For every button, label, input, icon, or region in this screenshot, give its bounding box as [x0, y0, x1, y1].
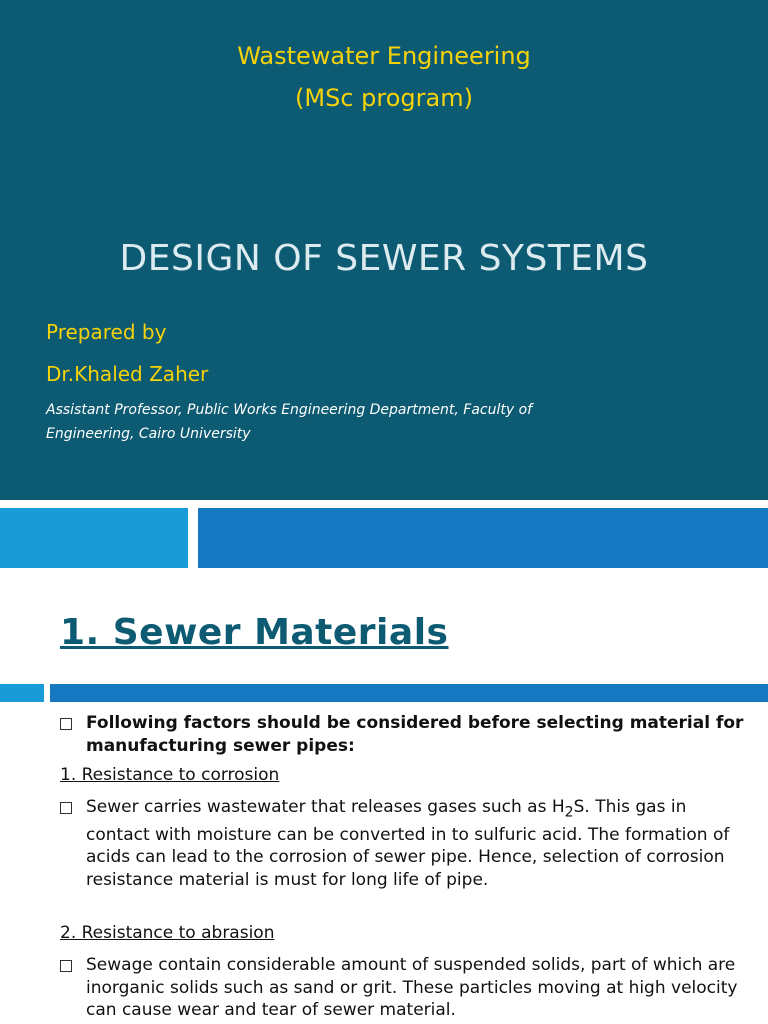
prepared-by-label: Prepared by: [46, 320, 167, 344]
heading-rule-right: [50, 684, 768, 702]
corrosion-heading: 1. Resistance to corrosion: [60, 765, 280, 785]
h2s-subscript: 2: [564, 804, 574, 821]
intro-paragraph: Following factors should be considered before selecting material for manufacturing sewer pipes:: [86, 713, 744, 756]
decorative-band-right: [198, 508, 768, 568]
abrasion-heading: 2. Resistance to abrasion: [60, 923, 275, 943]
corrosion-text-end: S. This gas in contact with moisture can be converted in to sulfuric acid. The formation of acids can lead to the corrosion of sewer pipe. Hence, selection of corrosion resistance material is must for long life of pipe.: [86, 797, 730, 890]
abrasion-paragraph: Sewage contain considerable amount of suspended solids, part of which are inorganic solids such as sand or grit. These particles moving at high velocity can cause wear and tear of sewer material.: [86, 955, 738, 1020]
course-title: Wastewater Engineering: [237, 42, 531, 70]
author-affiliation: Assistant Professor, Public Works Engineering Department, Faculty of Engineering, Cairo University: [46, 402, 533, 442]
bullet-square-icon: [60, 718, 72, 730]
program-subtitle: (MSc program): [295, 84, 473, 112]
main-title: DESIGN OF SEWER SYSTEMS: [119, 238, 649, 279]
bullet-square-icon: [60, 802, 72, 814]
title-slide: [0, 0, 768, 500]
bullet-square-icon: [60, 960, 72, 972]
corrosion-text-start: Sewer carries wastewater that releases gases such as H: [86, 797, 565, 817]
decorative-band-left: [0, 508, 188, 568]
author-name: Dr.Khaled Zaher: [46, 362, 209, 386]
heading-rule-left: [0, 684, 44, 702]
corrosion-paragraph: [86, 796, 746, 891]
section-heading: 1. Sewer Materials: [60, 612, 449, 653]
